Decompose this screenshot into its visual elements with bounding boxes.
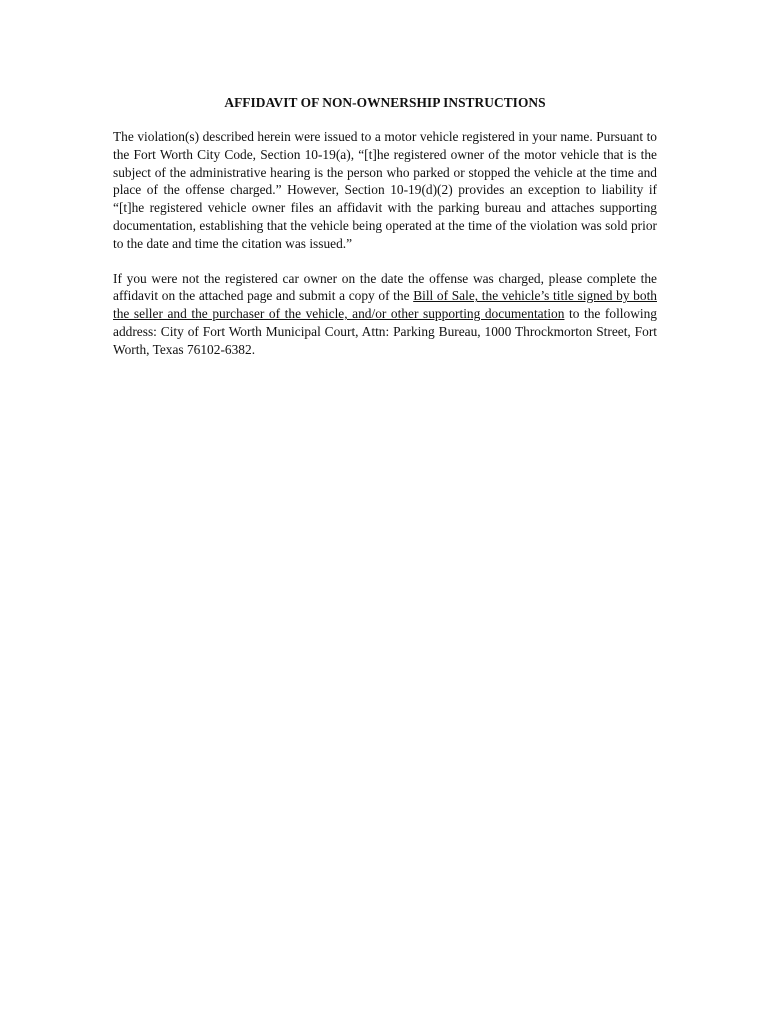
paragraph-legal-basis: The violation(s) described herein were issued to a motor vehicle registered in your name. Pursuant to the Fort Worth City Code, Section 10-19(a), “[t]he registered owner of the motor vehicle that is the subject of the administrative hearing is the person who parked or stopped the vehicle at the time and place of the offense charged.” However, Section 10-19(d)(2) provides an exception to liability if “[t]he registered vehicle owner files an affidavit with the parking bureau and attaches supporting documentation, establishing that the vehicle being operated at the time of the violation was sold prior to the date and time the citation was issued.” [113, 129, 657, 251]
instructions-text-start: If you were not the registered car owner on the date the offense was charged, please complete the affidavit on the attached page and submit a copy of the [113, 270, 657, 304]
document-title: AFFIDAVIT OF NON-OWNERSHIP INSTRUCTIONS [224, 95, 546, 110]
paragraph-instructions [113, 270, 657, 359]
required-documents-underlined: Bill of Sale, the vehicle’s title signed by both the seller and the purchaser of the vehicle, and/or other supporting documentation [113, 288, 657, 322]
document-body [113, 94, 657, 359]
instructions-address-text: to the following address: City of Fort Worth Municipal Court, Attn: Parking Bureau, 1000 Throckmorton Street, Fort Worth, Texas 76102-6382. [113, 306, 658, 357]
